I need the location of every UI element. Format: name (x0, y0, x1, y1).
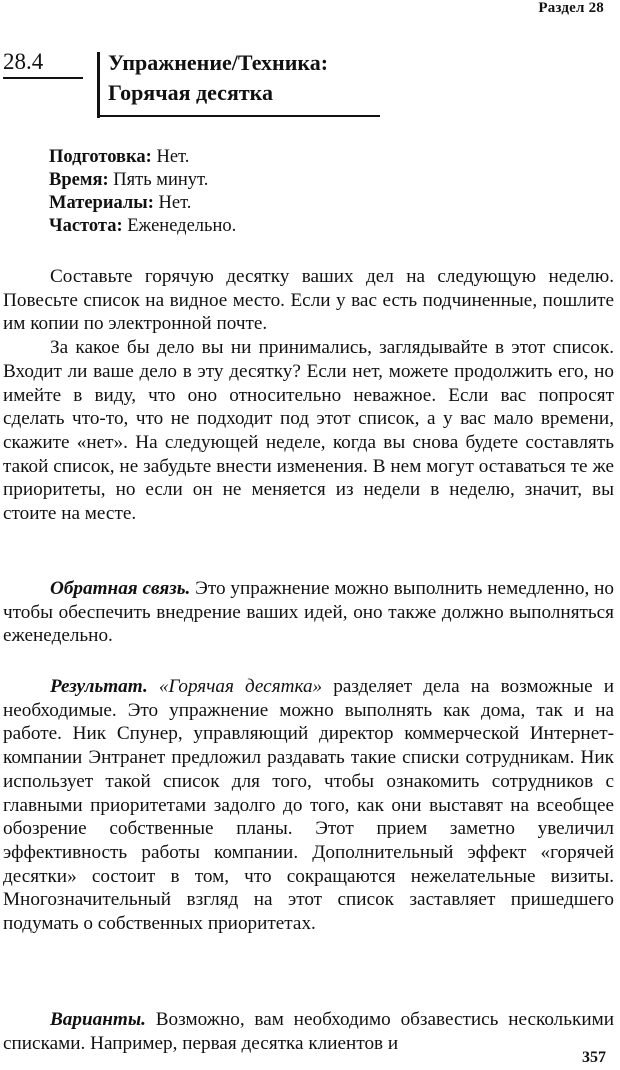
meta-key: Подготовка: (49, 147, 152, 167)
paragraph-result (3, 675, 614, 936)
exercise-meta (49, 146, 236, 238)
meta-materials (49, 192, 236, 215)
meta-value: Нет. (153, 193, 192, 213)
page-number: 357 (582, 1049, 606, 1066)
meta-key: Время: (49, 170, 109, 190)
paragraph-lead: Варианты. (50, 1009, 146, 1030)
paragraph-variants (3, 1008, 614, 1055)
meta-key: Материалы: (49, 193, 154, 213)
meta-preparation (49, 146, 236, 169)
title-rule-vertical (97, 52, 100, 118)
running-head: Раздел 28 (538, 0, 604, 16)
meta-time (49, 169, 236, 192)
meta-value: Нет. (151, 147, 190, 167)
body-block-feedback (3, 577, 614, 648)
paragraph-lead: Обратная связь. (50, 578, 191, 599)
section-number: 28.4 (3, 49, 83, 79)
paragraph-text: Возможно, вам необходимо обзавестись несколькими списками. Например, первая десятка клиентов и (3, 1009, 614, 1054)
title-rule-horizontal (97, 115, 380, 117)
meta-key: Частота: (49, 216, 123, 236)
paragraph-emphasis: «Горячая десятка» (147, 676, 323, 697)
paragraph-feedback (3, 577, 614, 648)
body-block-variants (3, 1008, 614, 1055)
meta-frequency (49, 215, 236, 238)
section-title (108, 48, 328, 108)
body-block-result (3, 675, 614, 936)
section-title-line2: Горячая десятка (108, 80, 273, 105)
paragraph-intro: Составьте горячую десятку ваших дел на следующую неделю. Повесьте список на видное место. Если у вас есть подчиненные, пошлите им копии по электронной почте. (3, 266, 614, 335)
meta-value: Пять минут. (108, 170, 209, 190)
paragraph-text: Это упражнение можно выполнить немедленно, но чтобы обеспечить внедрение ваших идей, оно также должно выполняться еженедельно. (3, 578, 614, 647)
section-title-line1: Упражнение/Техника: (108, 50, 329, 75)
body-block-intro (3, 265, 614, 526)
paragraph-lead: Результат. (50, 676, 148, 697)
meta-value: Еженедельно. (122, 216, 237, 236)
paragraph-usage: За какое бы дело вы ни принимались, заглядывайте в этот список. Входит ли ваше дело в эту десятку? Если нет, можете продолжить его, но имейте в виду, что оно относительно неважное. Если вас попросят сделать что-то, что не подходит под этот список, а у вас мало времени, скажите «нет». На следующей неделе, когда вы снова будете составлять такой список, не забудьте внести изменения. В нем могут оставаться те же приоритеты, но если он не меняется из недели в неделю, значит, вы стоите на месте. (3, 337, 614, 525)
paragraph-text: разделяет дела на возможные и необходимые. Это упражнение можно выполнять как дома, так и на работе. Ник Спунер, управляющий директор коммерческой Интернет-компании Энтранет предложил раздавать такие списки сотрудникам. Ник использует такой список для того, чтобы ознакомить сотрудников с главными приоритетами задолго до того, как они выставят на всеобщее обозрение собственные планы. Этот прием заметно увеличил эффективность работы компании. Дополнительный эффект «горячей десятки» состоит в том, что сокращаются нежелательные визиты. Многозначительный взгляд на этот список заставляет пришедшего подумать о собственных приоритетах. (3, 676, 614, 935)
